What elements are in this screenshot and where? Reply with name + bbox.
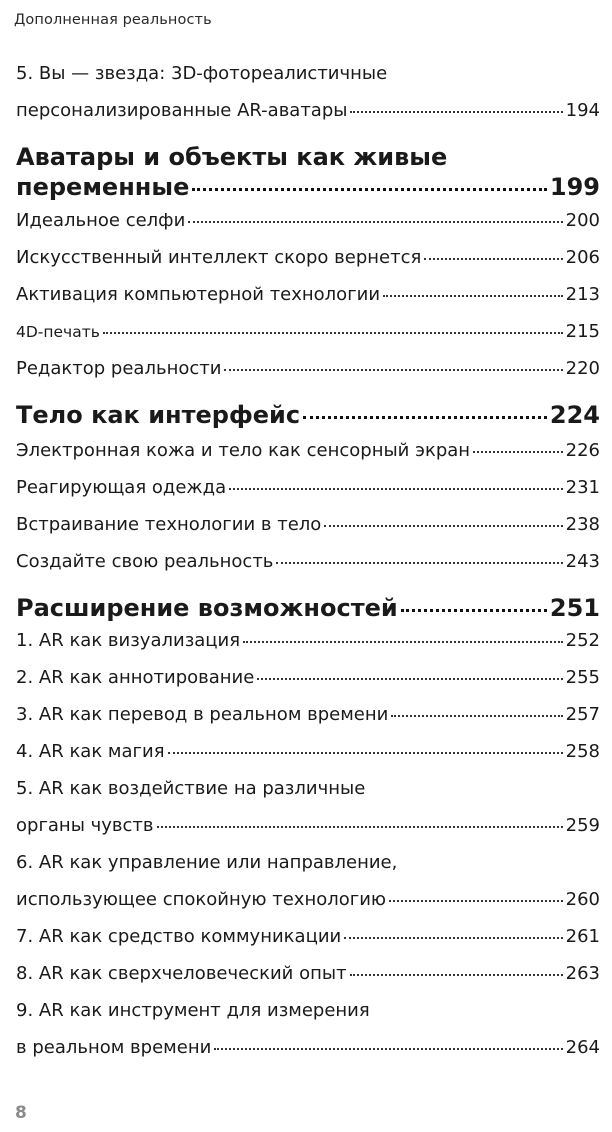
dot-leader (303, 416, 547, 419)
toc-entry[interactable] (16, 55, 600, 92)
toc-page-number: 263 (565, 963, 600, 984)
toc-entry[interactable] (16, 696, 600, 733)
toc-entry-title: 7. AR как средство коммуникации (16, 926, 342, 947)
dot-leader (344, 937, 562, 939)
toc-entry[interactable] (16, 659, 600, 696)
dot-leader (103, 332, 563, 334)
dot-leader (383, 295, 563, 297)
toc-section-title: Аватары и объекты как живые (16, 143, 448, 171)
toc-entry-title: Искусственный интеллект скоро вернется (16, 247, 422, 268)
toc-entry[interactable] (16, 202, 600, 239)
dot-leader (157, 826, 563, 828)
toc-page-number: 215 (565, 321, 600, 342)
dot-leader (188, 221, 562, 223)
toc-entry[interactable] (16, 844, 600, 881)
toc-page-number: 255 (565, 667, 600, 688)
toc-entry-title: 5. Вы — звезда: 3D-фотореалистичные (16, 63, 388, 84)
toc-entry[interactable] (16, 313, 600, 351)
toc-entry-title: органы чувств (16, 815, 154, 836)
toc-section-page: 199 (549, 173, 600, 201)
toc-entry-title: 1. AR как визуализация (16, 630, 241, 651)
toc-entry[interactable] (16, 1029, 600, 1066)
dot-leader (424, 258, 562, 260)
dot-leader (243, 641, 563, 643)
toc-section[interactable] (16, 172, 600, 202)
toc-page-number: 206 (565, 247, 600, 268)
toc-section-title: Тело как интерфейс (16, 401, 301, 429)
toc-entry-title: 4D-печать (16, 323, 100, 341)
dot-leader (224, 369, 562, 371)
dot-leader (229, 488, 563, 490)
toc-entry[interactable] (16, 432, 600, 469)
dot-leader (214, 1048, 562, 1050)
toc-entry[interactable] (16, 918, 600, 955)
toc-entry-title: Создайте свою реальность (16, 551, 274, 572)
toc-entry-title: Электронная кожа и тело как сенсорный экран (16, 440, 471, 461)
toc-entry-title: использующее спокойную технологию (16, 889, 387, 910)
toc-page-number: 259 (565, 815, 600, 836)
running-header: Дополненная реальность (14, 12, 212, 28)
dot-leader (324, 525, 562, 527)
toc-entry-title: 6. AR как управление или направление, (16, 852, 398, 873)
toc-page-number: 261 (565, 926, 600, 947)
page-number: 8 (15, 1103, 27, 1123)
dot-leader (350, 974, 563, 976)
toc-section[interactable] (16, 400, 600, 430)
toc-section-page: 251 (549, 594, 600, 622)
toc-page-number: 258 (565, 741, 600, 762)
toc-entry[interactable] (16, 276, 600, 313)
toc-entry-title: Реагирующая одежда (16, 477, 227, 498)
toc-page-number: 252 (565, 630, 600, 651)
dot-leader (389, 900, 563, 902)
toc-page-number: 220 (565, 358, 600, 379)
toc-entry[interactable] (16, 733, 600, 770)
dot-leader (192, 188, 547, 191)
toc-entry[interactable] (16, 807, 600, 844)
dot-leader (401, 609, 547, 612)
toc-page-number: 257 (565, 704, 600, 725)
toc-entry-title: 9. AR как инструмент для измерения (16, 1000, 370, 1021)
dot-leader (168, 752, 563, 754)
toc-entry-title: персонализированные AR-аватары (16, 100, 348, 121)
toc-entry[interactable] (16, 955, 600, 992)
toc-entry-title: Редактор реальности (16, 358, 222, 379)
toc-entry-title: Идеальное селфи (16, 210, 186, 231)
dot-leader (350, 111, 562, 113)
toc-entry[interactable] (16, 350, 600, 387)
dot-leader (257, 678, 562, 680)
toc-page-number: 226 (565, 440, 600, 461)
toc-section[interactable] (16, 142, 600, 172)
toc-entry[interactable] (16, 506, 600, 543)
toc-page-number: 243 (565, 551, 600, 572)
toc-entry-title: 2. AR как аннотирование (16, 667, 255, 688)
toc-entry[interactable] (16, 239, 600, 276)
toc-section-title: Расширение возможностей (16, 594, 398, 622)
toc-entry[interactable] (16, 622, 600, 659)
toc-entry-title: 4. AR как магия (16, 741, 165, 762)
toc-page-number: 213 (565, 284, 600, 305)
toc-entry[interactable] (16, 881, 600, 918)
toc-entry-title: Встраивание технологии в тело (16, 514, 322, 535)
toc-entry[interactable] (16, 543, 600, 580)
toc-entry[interactable] (16, 469, 600, 506)
toc-page-number: 194 (565, 100, 600, 121)
toc-page-number: 231 (565, 477, 600, 498)
toc-entry-title: Активация компьютерной технологии (16, 284, 381, 305)
toc-entry[interactable] (16, 92, 600, 129)
dot-leader (473, 451, 563, 453)
toc-entry[interactable] (16, 770, 600, 807)
toc-entry-title: 5. AR как воздействие на различные (16, 778, 366, 799)
toc-page-number: 260 (565, 889, 600, 910)
toc-entry[interactable] (16, 992, 600, 1029)
toc-section[interactable] (16, 593, 600, 623)
dot-leader (391, 715, 562, 717)
toc-page-number: 238 (565, 514, 600, 535)
toc-page-number: 200 (565, 210, 600, 231)
toc-entry-title: 8. AR как сверхчеловеческий опыт (16, 963, 347, 984)
toc-entry-title: 3. AR как перевод в реальном времени (16, 704, 389, 725)
dot-leader (276, 562, 562, 564)
toc-section-title: переменные (16, 173, 190, 201)
toc-section-page: 224 (549, 401, 600, 429)
toc-page-number: 264 (565, 1037, 600, 1058)
toc-entry-title: в реальном времени (16, 1037, 212, 1058)
